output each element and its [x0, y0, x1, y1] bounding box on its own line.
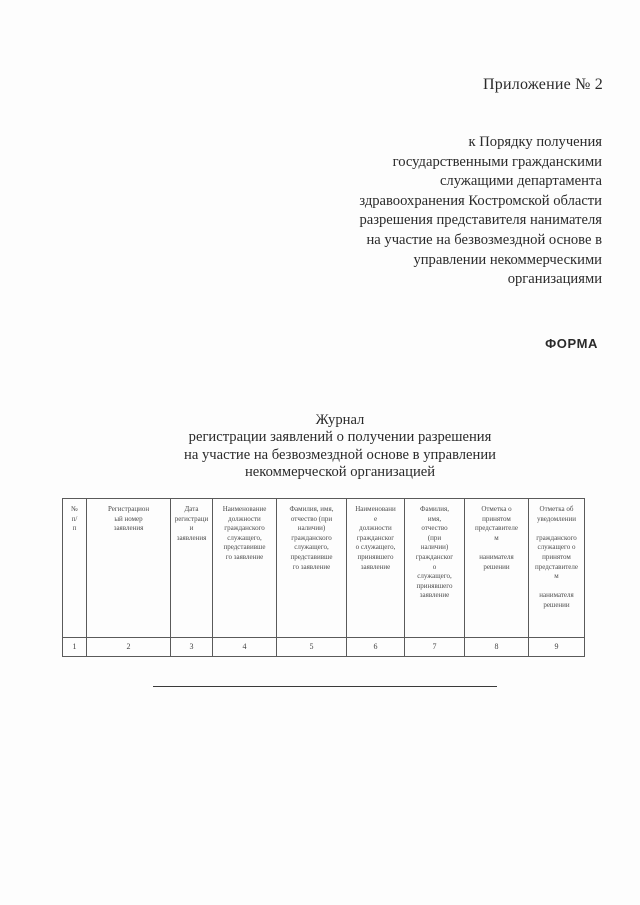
journal-line: некоммерческой организацией	[244, 464, 436, 481]
header-line: должности	[359, 524, 392, 533]
header-line: м	[494, 533, 499, 542]
header-line: решении	[483, 562, 510, 571]
order-line: здравоохранения Костромской области	[359, 192, 602, 209]
journal-line: на участие на безвозмездной основе в управлении	[184, 446, 496, 463]
header-line: наличии)	[297, 524, 326, 533]
header-line: Наименовани	[355, 505, 396, 513]
column-number-cell: 7	[405, 638, 465, 657]
header-line: заявление	[360, 562, 391, 571]
header-cell-applicant-position	[213, 499, 277, 638]
order-line: разрешения представителя нанимателя	[359, 212, 602, 229]
column-number-cell: 5	[277, 638, 347, 657]
header-line: гражданского	[536, 533, 577, 542]
header-line: принятом	[542, 552, 571, 561]
order-reference-block	[302, 133, 602, 290]
order-line: к Порядку получения	[468, 134, 602, 150]
header-line: п	[72, 524, 77, 533]
header-line	[531, 582, 582, 592]
appendix-title: Приложение № 2	[483, 76, 603, 93]
header-line: принятом	[482, 514, 511, 523]
header-line: представителе	[535, 562, 578, 571]
header-cell-decision-note	[465, 499, 529, 638]
header-line: Фамилия,	[419, 505, 450, 513]
header-cell-registration-number	[87, 499, 171, 638]
header-line: принявшего	[357, 552, 394, 561]
column-number-cell: 3	[171, 638, 213, 657]
header-line: служащего,	[227, 533, 262, 542]
header-line: Фамилия, имя,	[289, 505, 334, 513]
header-line: регистраци	[174, 514, 209, 523]
header-line: решении	[543, 600, 570, 609]
header-line: е	[373, 514, 378, 523]
header-cell-receiver-position	[347, 499, 405, 638]
header-line: отчество	[421, 524, 448, 533]
header-line: гражданского	[224, 524, 265, 533]
header-line: принявшего	[416, 581, 453, 590]
header-line: заявления	[176, 533, 207, 542]
header-line: заявление	[419, 591, 450, 600]
order-line: организациями	[507, 271, 602, 288]
header-cell-receiver-name	[405, 499, 465, 638]
header-line: ый номер	[114, 514, 143, 523]
column-number-cell: 1	[63, 638, 87, 657]
header-line: служащего,	[294, 543, 329, 552]
header-line: №	[71, 505, 78, 513]
journal-title-block	[150, 412, 530, 482]
column-number-cell: 8	[465, 638, 529, 657]
order-line: государственными гражданскими	[392, 153, 602, 170]
header-line: и	[189, 524, 194, 533]
order-line: управлении некоммерческими	[413, 251, 602, 268]
order-line: на участие на безвозмездной основе в	[366, 231, 602, 248]
form-label: ФОРМА	[545, 336, 598, 351]
header-cell-notification-note	[529, 499, 585, 638]
table-number-row	[63, 638, 585, 657]
header-line: (при	[427, 533, 442, 542]
header-line: о	[432, 562, 437, 571]
registration-table	[62, 498, 585, 657]
header-line: заявления	[113, 524, 144, 533]
header-line: имя,	[427, 514, 442, 523]
header-cell-number	[63, 499, 87, 638]
header-line: Отметка о	[481, 505, 512, 513]
header-line: гражданског	[415, 552, 454, 561]
column-number-cell: 9	[529, 638, 585, 657]
order-line: служащими департамента	[439, 173, 602, 190]
header-line: нанимателя	[479, 552, 514, 561]
signature-line	[153, 686, 497, 687]
header-line: должности	[228, 514, 261, 523]
header-line: нанимателя	[539, 591, 574, 600]
header-line: м	[554, 572, 559, 581]
header-line: го заявление	[292, 562, 331, 571]
header-cell-applicant-name	[277, 499, 347, 638]
header-line: Дата	[184, 505, 199, 513]
header-line: го заявление	[225, 552, 264, 561]
header-line: представивше	[223, 543, 266, 552]
header-cell-registration-date	[171, 499, 213, 638]
header-line: представивше	[290, 552, 333, 561]
header-line: служащего,	[417, 572, 452, 581]
header-line: п/	[71, 514, 78, 523]
journal-line: регистрации заявлений о получении разрешения	[188, 429, 492, 446]
header-line: о служащего,	[355, 543, 396, 552]
column-number-cell: 6	[347, 638, 405, 657]
header-line: наличии)	[420, 543, 449, 552]
column-number-cell: 2	[87, 638, 171, 657]
header-line	[467, 543, 526, 553]
header-line: гражданског	[356, 533, 395, 542]
header-line: служащего о	[537, 543, 576, 552]
table-header-row	[63, 499, 585, 638]
header-line: гражданского	[291, 533, 332, 542]
header-line: представителе	[475, 524, 518, 533]
column-number-cell: 4	[213, 638, 277, 657]
journal-line: Журнал	[315, 412, 365, 428]
header-line	[531, 524, 582, 534]
header-line: уведомлении	[537, 514, 576, 523]
header-line: отчество (при	[290, 514, 333, 523]
header-line: Наименование	[222, 505, 267, 513]
header-line: Отметка об	[539, 505, 574, 513]
header-line: Регистрацион	[107, 505, 150, 513]
